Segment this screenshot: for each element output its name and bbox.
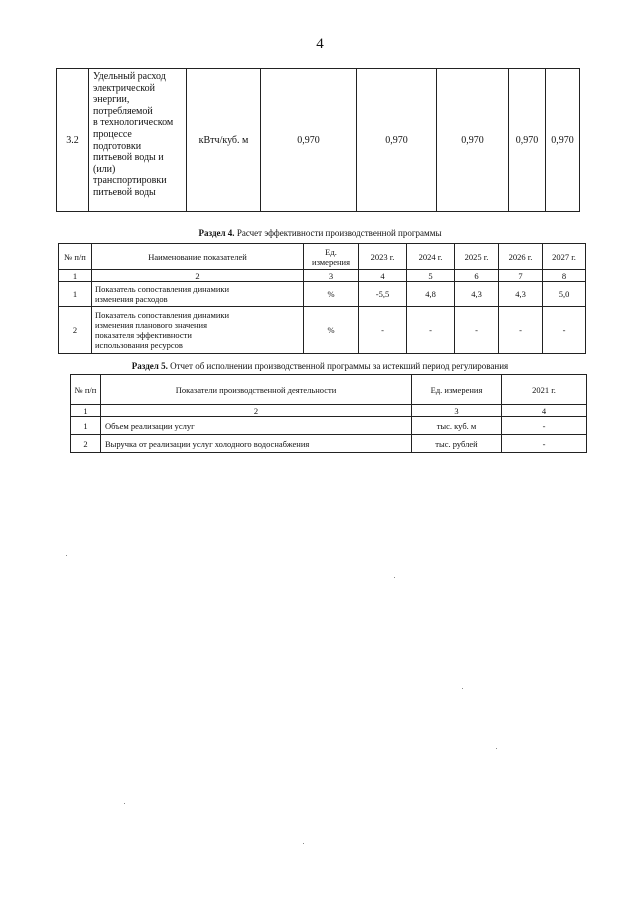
value-cell: 4,3 xyxy=(499,282,543,307)
section-4-title: Раздел 4. Расчет эффективности производственной программы xyxy=(198,228,442,238)
index-cell: 5 xyxy=(407,270,455,282)
header-cell: 2021 г. xyxy=(502,375,587,405)
value-cell: 0,970 xyxy=(261,69,357,212)
index-cell: 4 xyxy=(359,270,407,282)
value-cell: 4,3 xyxy=(455,282,499,307)
header-row xyxy=(71,375,587,405)
index-cell: 4 xyxy=(502,405,587,417)
scan-speck xyxy=(496,748,497,749)
scan-speck xyxy=(303,843,304,844)
page-number: 4 xyxy=(316,36,324,52)
value-cell: - xyxy=(543,307,586,354)
indicator-table xyxy=(56,68,580,212)
value-cell: 5,0 xyxy=(543,282,586,307)
table-row xyxy=(59,282,586,307)
unit-cell: кВтч/куб. м xyxy=(187,69,261,212)
unit-cell: тыс. куб. м xyxy=(412,417,502,435)
header-cell: Наименование показателей xyxy=(92,244,304,270)
value-cell: - xyxy=(499,307,543,354)
value-cell: - xyxy=(455,307,499,354)
index-cell: 7 xyxy=(499,270,543,282)
indicator-name: Показатель сопоставления динамики изменения расходов xyxy=(92,282,304,307)
index-cell: 1 xyxy=(71,405,101,417)
indicator-name: Выручка от реализации услуг холодного водоснабжения xyxy=(101,435,412,453)
scan-speck xyxy=(394,577,395,578)
table-row xyxy=(57,69,580,212)
table-row xyxy=(59,307,586,354)
scan-speck xyxy=(462,688,463,689)
index-cell: 2 xyxy=(101,405,412,417)
scan-speck xyxy=(124,803,125,804)
indicator-name: Показатель сопоставления динамики изменения планового значения показателя эффективности использования ресурсов xyxy=(92,307,304,354)
value-cell: - xyxy=(359,307,407,354)
table-row xyxy=(71,435,587,453)
header-cell: 2026 г. xyxy=(499,244,543,270)
value-cell: 0,970 xyxy=(357,69,437,212)
efficiency-table xyxy=(58,243,586,354)
header-cell: 2024 г. xyxy=(407,244,455,270)
header-row xyxy=(59,244,586,270)
value-cell: - xyxy=(502,435,587,453)
index-row xyxy=(59,270,586,282)
scan-speck xyxy=(66,555,67,556)
row-number: 2 xyxy=(71,435,101,453)
header-cell: 2025 г. xyxy=(455,244,499,270)
indicator-name: Объем реализации услуг xyxy=(101,417,412,435)
header-cell: № п/п xyxy=(71,375,101,405)
row-number: 2 xyxy=(59,307,92,354)
report-table xyxy=(70,374,587,453)
section-5-title: Раздел 5. Отчет об исполнении производственной программы за истекший период регулирования xyxy=(131,361,509,371)
unit-cell: % xyxy=(304,282,359,307)
header-cell: 2023 г. xyxy=(359,244,407,270)
index-cell: 1 xyxy=(59,270,92,282)
value-cell: 0,970 xyxy=(509,69,546,212)
row-number: 3.2 xyxy=(57,69,89,212)
value-cell: 0,970 xyxy=(546,69,580,212)
index-cell: 3 xyxy=(412,405,502,417)
index-cell: 6 xyxy=(455,270,499,282)
value-cell: 4,8 xyxy=(407,282,455,307)
header-cell: Ед. измерения xyxy=(412,375,502,405)
row-number: 1 xyxy=(71,417,101,435)
header-cell: № п/п xyxy=(59,244,92,270)
index-cell: 8 xyxy=(543,270,586,282)
index-row xyxy=(71,405,587,417)
header-cell: Показатели производственной деятельности xyxy=(101,375,412,405)
unit-cell: % xyxy=(304,307,359,354)
header-cell: Ед. измерения xyxy=(304,244,359,270)
indicator-name: Удельный расход электрической энергии, потребляемой в технологическом процессе подготовки питьевой воды и (или) транспортировки питьевой воды xyxy=(89,69,187,212)
value-cell: 0,970 xyxy=(437,69,509,212)
table-row xyxy=(71,417,587,435)
value-cell: - xyxy=(502,417,587,435)
row-number: 1 xyxy=(59,282,92,307)
value-cell: - xyxy=(407,307,455,354)
index-cell: 3 xyxy=(304,270,359,282)
index-cell: 2 xyxy=(92,270,304,282)
unit-cell: тыс. рублей xyxy=(412,435,502,453)
header-cell: 2027 г. xyxy=(543,244,586,270)
value-cell: -5,5 xyxy=(359,282,407,307)
